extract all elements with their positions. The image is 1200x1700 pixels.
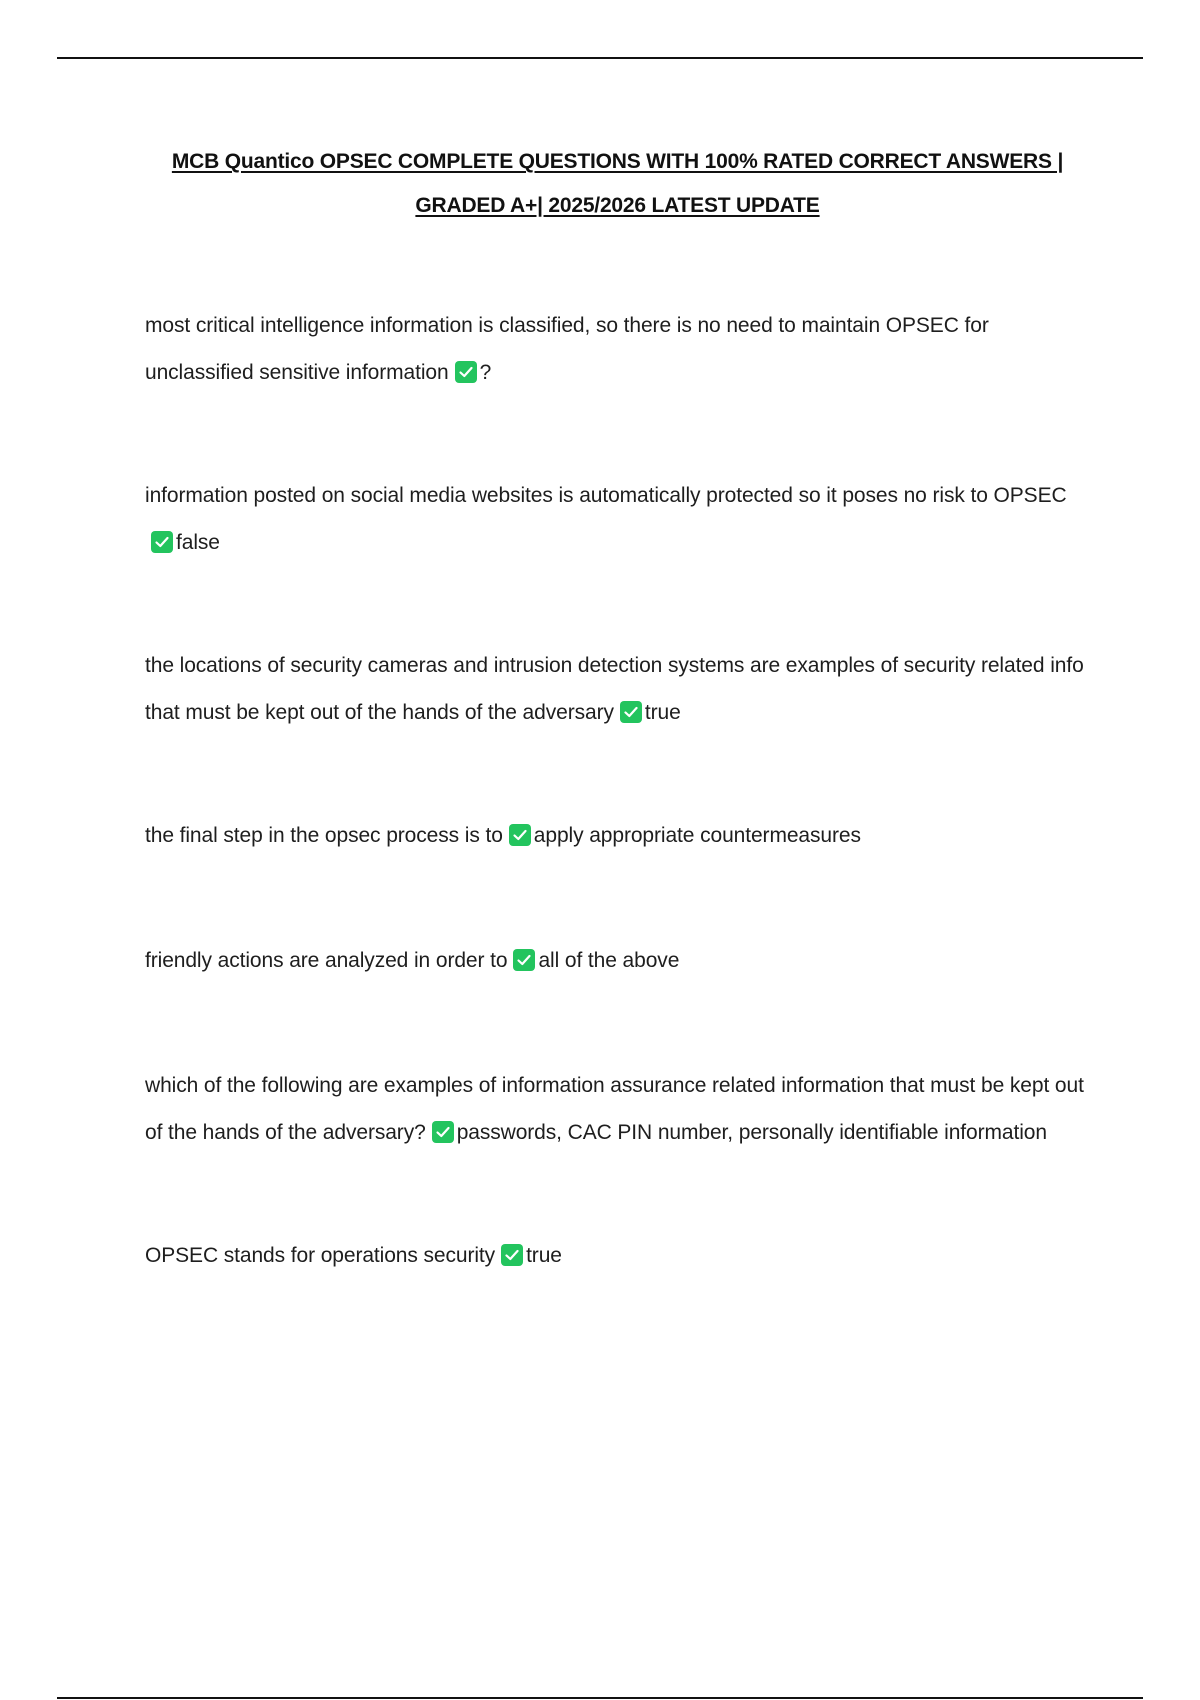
question-text: which of the following are examples of information assurance related information that must be kept out of the hands of the adversary? — [145, 1074, 1084, 1144]
answer-text: ? — [479, 361, 492, 384]
check-icon — [509, 824, 531, 846]
qa-item-5 — [145, 937, 1090, 984]
qa-item-1 — [145, 302, 1090, 396]
qa-item-6 — [145, 1062, 1090, 1156]
check-icon — [513, 949, 535, 971]
answer-text: all of the above — [538, 949, 680, 972]
qa-list — [145, 302, 1090, 1279]
check-icon — [151, 531, 173, 553]
check-icon — [432, 1121, 454, 1143]
question-text: information posted on social media websites is automatically protected so it poses no risk to OPSEC — [145, 484, 1067, 507]
qa-item-7 — [145, 1232, 1090, 1279]
header-rule — [57, 57, 1143, 59]
check-icon — [455, 361, 477, 383]
question-text: OPSEC stands for operations security — [145, 1244, 496, 1267]
question-text: the locations of security cameras and intrusion detection systems are examples of security related info that must be kept out of the hands of the adversary — [145, 654, 1084, 724]
document-title: MCB Quantico OPSEC COMPLETE QUESTIONS WITH 100% RATED CORRECT ANSWERS | GRADED A+| 2025/2026 LATEST UPDATE — [171, 150, 1064, 217]
question-text: the final step in the opsec process is to — [145, 824, 503, 847]
qa-item-2 — [145, 472, 1090, 566]
check-icon — [501, 1244, 523, 1266]
question-text: most critical intelligence information is classified, so there is no need to maintain OPSEC for unclassified sensitive information — [145, 314, 989, 384]
qa-item-3 — [145, 642, 1090, 736]
question-text: friendly actions are analyzed in order to — [145, 949, 508, 972]
qa-item-4 — [145, 812, 1090, 859]
answer-text: passwords, CAC PIN number, personally identifiable information — [456, 1121, 1047, 1144]
answer-text: false — [176, 531, 220, 554]
answer-text: true — [644, 701, 681, 724]
footer-rule — [57, 1697, 1143, 1699]
answer-text: apply appropriate countermeasures — [533, 824, 861, 847]
answer-text: true — [526, 1244, 562, 1267]
check-icon — [620, 701, 642, 723]
